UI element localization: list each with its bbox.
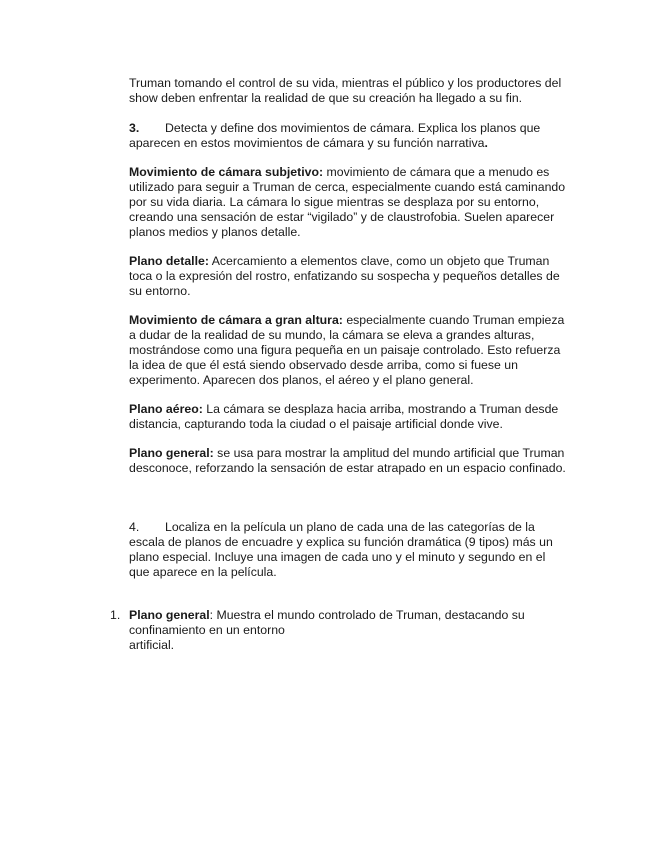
- detail-shot-text: Acercamiento a elementos clave, como un objeto que Truman toca o la expresión del rostro, enfatizando su sospecha y pequeños detalles de su entorno.: [129, 254, 560, 298]
- subjective-movement-term: Movimiento de cámara subjetivo:: [129, 165, 324, 179]
- list-item-1-text: : Muestra el mundo controlado de Truman, destacando su confinamiento en un entorno: [129, 608, 525, 637]
- aerial-shot-paragraph: [129, 402, 569, 432]
- general-shot-colon: :: [209, 446, 214, 460]
- intro-text: Truman tomando el control de su vida, mientras el público y los productores del show deben enfrentar la realidad de que su creación ha llegado a su fin.: [129, 76, 562, 105]
- question-3-number: 3.: [129, 121, 140, 135]
- list-item-1-text-continued: artificial.: [129, 637, 175, 652]
- question-4-text: Localiza en la película un plano de cada una de las categorías de la escala de planos de encuadre y explica su función dramática (9 tipos) más un plano especial. Incluye una imagen de cada uno y el minuto y segundo en el que aparece en la película.: [129, 520, 553, 579]
- question-4-number: 4.: [129, 520, 140, 534]
- detail-shot-term: Plano detalle:: [129, 254, 209, 268]
- high-angle-movement-paragraph: [129, 313, 569, 388]
- list-item-1: [129, 608, 549, 653]
- aerial-shot-text: La cámara se desplaza hacia arriba, mostrando a Truman desde distancia, capturando toda la ciudad o el paisaje artificial donde vive.: [129, 402, 559, 431]
- question-3-period: .: [484, 135, 488, 150]
- intro-paragraph: [129, 76, 569, 106]
- question-4: [129, 520, 569, 580]
- general-shot-paragraph: [129, 446, 569, 476]
- question-3: [129, 121, 569, 151]
- subjective-movement-text: movimiento de cámara que a menudo es utilizado para seguir a Truman de cerca, especialmente cuando está caminando por su vida diaria. La cámara lo sigue mientras se desplaza por su entorno, creando una sensación de estar “vigilado” y de claustrofobia. Suelen aparecer planos medios y planos detalle.: [129, 165, 566, 239]
- aerial-shot-term: Plano aéreo:: [129, 402, 203, 416]
- high-angle-movement-term: Movimiento de cámara a gran altura:: [129, 313, 343, 327]
- high-angle-movement-text: especialmente cuando Truman empieza a dudar de la realidad de su mundo, la cámara se eleva a grandes alturas, mostrándose como una figura pequeña en un paisaje controlado. Esto refuerza la idea de que él está siendo observado desde arriba, como si fuese un experimento. Aparecen dos planos, el aéreo y el plano general.: [129, 313, 565, 387]
- subjective-movement-paragraph: [129, 165, 569, 240]
- list-item-1-term: Plano general: [129, 608, 210, 622]
- list-item-1-number: 1.: [110, 608, 121, 622]
- detail-shot-paragraph: [129, 254, 569, 299]
- question-3-text: Detecta y define dos movimientos de cámara. Explica los planos que aparecen en estos movimientos de cámara y su función narrativa: [129, 121, 541, 150]
- general-shot-term: Plano general: [129, 446, 210, 460]
- general-shot-text: se usa para mostrar la amplitud del mundo artificial que Truman desconoce, reforzando la sensación de estar atrapado en un espacio confinado.: [129, 446, 566, 475]
